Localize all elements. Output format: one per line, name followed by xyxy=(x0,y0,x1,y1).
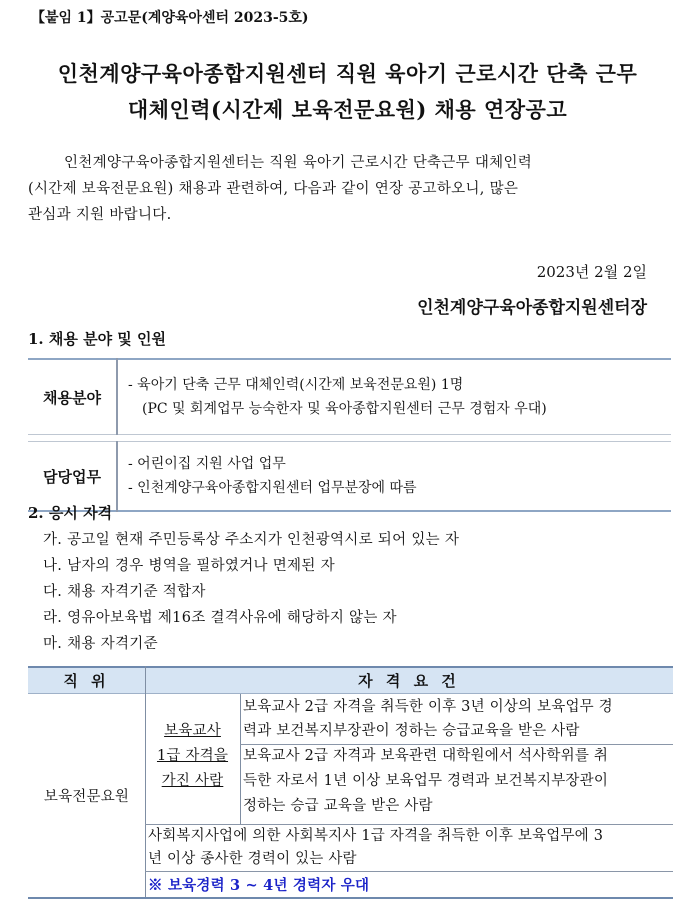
section2-heading: 2. 응시 자격 xyxy=(28,504,113,522)
row-label: 채용분야 xyxy=(28,359,117,435)
row-line: - 어린이집 지원 사업 업무 xyxy=(128,456,286,472)
qualification-list xyxy=(43,527,459,657)
requirement-line: 보육교사 2급 자격을 취득한 이후 3년 이상의 보육업무 경 xyxy=(243,699,613,715)
requirement-line: 력과 보건복지부장관이 정하는 승급교육을 받은 사람 xyxy=(243,723,580,739)
intro-line: 인천계양구육아종합지원센터는 직원 육아기 근로시간 단축근무 대체인력 xyxy=(64,155,533,171)
list-item: 라. 영유아보육법 제16조 결격사유에 해당하지 않는 자 xyxy=(43,610,397,626)
table-row xyxy=(28,359,671,435)
row-line: (PC 및 회계업무 능숙한자 및 육아종합지원센터 근무 경험자 우대) xyxy=(142,401,547,417)
signer: 인천계양구육아종합지원센터장 xyxy=(417,298,647,318)
table-row xyxy=(28,442,671,512)
attachment-label: 【붙임 1】공고문(계양육아센터 2023-5호) xyxy=(31,10,309,26)
sub-label-line: 1급 자격을 xyxy=(156,748,229,764)
preference-note: ※ 보육경력 3 ~ 4년 경력자 우대 xyxy=(148,877,370,894)
requirement-line: 보육교사 2급 자격과 보육관련 대학원에서 석사학위를 취 xyxy=(243,748,609,764)
position-label: 보육전문요원 xyxy=(43,789,130,805)
row-label: 담당업무 xyxy=(28,442,117,512)
page-title-line2: 대체인력(시간제 보육전문요원) 채용 연장공고 xyxy=(127,97,568,122)
sub-label-line: 가진 사람 xyxy=(161,773,224,789)
col-header-position: 직 위 xyxy=(28,666,145,694)
section1-heading: 1. 채용 분야 및 인원 xyxy=(28,330,166,348)
requirement-line: 득한 자로서 1년 이상 보육업무 경력과 보건복지부장관이 xyxy=(243,773,609,789)
col-header-requirements: 자 격 요 건 xyxy=(145,666,673,694)
row-content xyxy=(117,359,671,435)
row-line: - 육아기 단축 근무 대체인력(시간제 보육전문요원) 1명 xyxy=(128,377,464,393)
list-item: 나. 남자의 경우 병역을 필하였거나 면제된 자 xyxy=(43,558,335,574)
qualification-table xyxy=(28,666,673,898)
requirement-line: 사회복지사업에 의한 사회복지사 1급 자격을 취득한 이후 보육업무에 3 xyxy=(148,828,604,844)
sub-label-line: 보육교사 xyxy=(164,723,221,739)
announcement-date: 2023년 2월 2일 xyxy=(536,263,647,281)
intro-paragraph xyxy=(28,150,653,228)
intro-line: 관심과 지원 바랍니다. xyxy=(28,207,172,223)
requirement-line: 년 이상 종사한 경력이 있는 사람 xyxy=(148,851,357,867)
intro-line: (시간제 보육전문요원) 채용과 관련하여, 다음과 같이 연장 공고하오니, 많은 xyxy=(28,181,519,197)
page-title-line1: 인천계양구육아종합지원센터 직원 육아기 근로시간 단축 근무 xyxy=(57,61,638,86)
recruitment-table xyxy=(28,358,671,512)
list-item: 다. 채용 자격기준 적합자 xyxy=(43,584,206,600)
list-item: 마. 채용 자격기준 xyxy=(43,636,158,652)
row-content xyxy=(117,442,671,512)
requirement-line: 정하는 승급 교육을 받은 사람 xyxy=(243,798,433,814)
row-line: - 인천계양구육아종합지원센터 업무분장에 따름 xyxy=(128,480,417,496)
list-item: 가. 공고일 현재 주민등록상 주소지가 인천광역시로 되어 있는 자 xyxy=(43,532,460,548)
